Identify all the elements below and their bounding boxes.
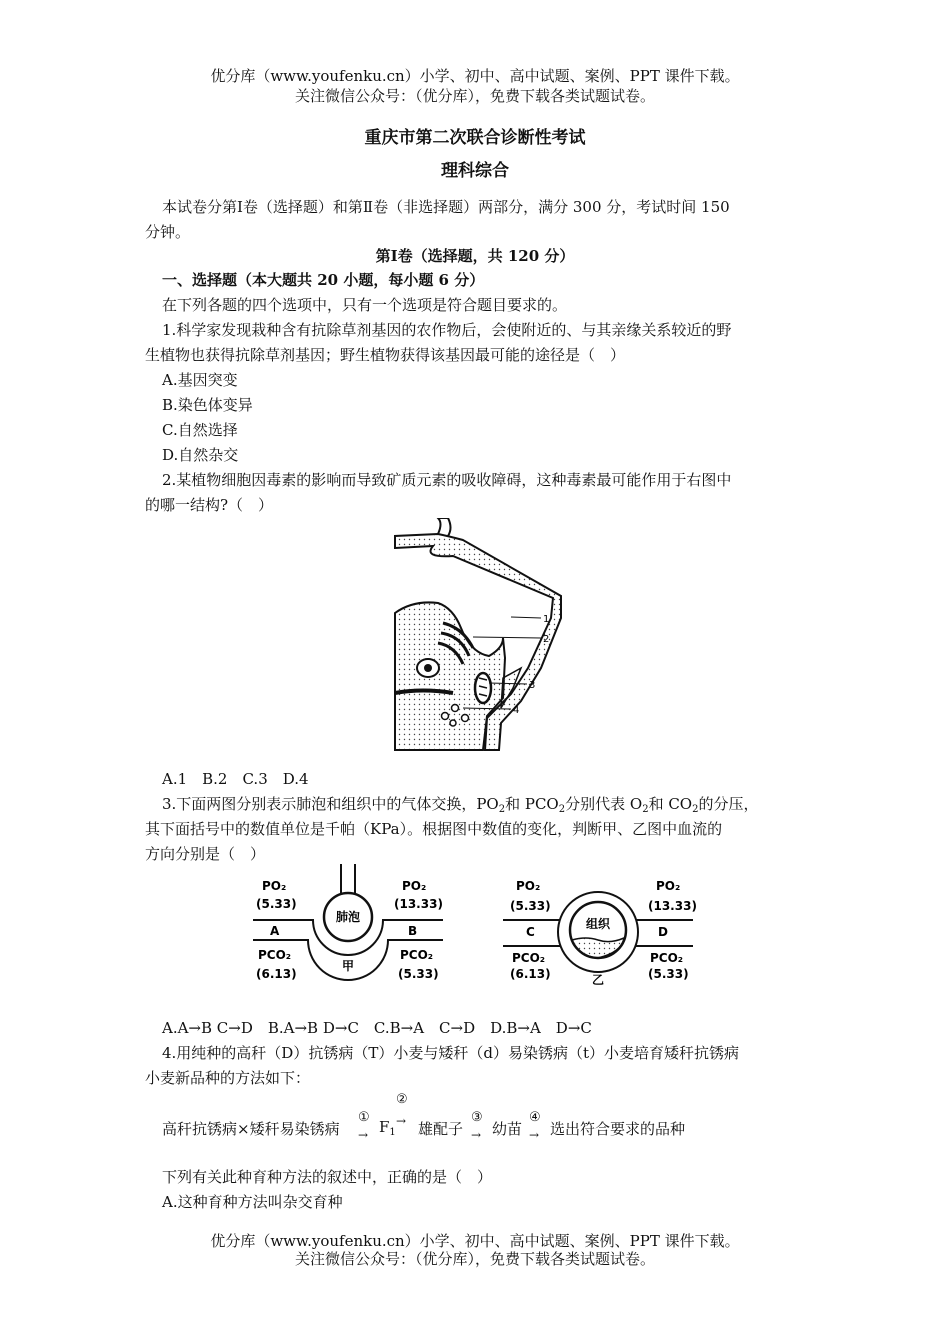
flow-seedling: 幼苗 xyxy=(492,1120,523,1138)
section1-note: 在下列各题的四个选项中，只有一个选项是符合题目要求的。 xyxy=(162,296,568,314)
flow-gamete: 雄配子 xyxy=(418,1120,464,1138)
q3-stem-1: 3.下面两图分别表示肺泡和组织中的气体交换，$PO_2$和 $PCO_2$分别代表 $O_2$和 $CO_2$的分压， xyxy=(162,795,759,815)
header-line-1: 优分库（www.youfenku.cn）小学、初中、高中试题、案例、PPT 课件下载。 xyxy=(210,67,740,85)
section1-title: 一、选择题（本大题共 20 小题，每小题 6 分） xyxy=(162,271,485,289)
plant-cell-figure xyxy=(393,518,563,753)
yi-po2-right-value: (13.33) xyxy=(648,899,697,913)
q4-option-a: A.这种育种方法叫杂交育种 xyxy=(162,1193,343,1211)
alveolus-label: 肺泡 xyxy=(335,910,361,924)
fig-label-3: 3 xyxy=(529,680,536,691)
jia-pco2-left-label: PCO₂ xyxy=(258,948,292,962)
flow-arrow-1: → xyxy=(358,1128,369,1142)
yi-po2-right-label: PO₂ xyxy=(656,879,681,893)
intro-line-2: 分钟。 xyxy=(145,223,191,241)
q2-stem-1: 2.某植物细胞因毒素的影响而导致矿质元素的吸收障碍，这种毒素最可能作用于右图中 xyxy=(162,471,732,489)
tissue-label: 组织 xyxy=(585,917,611,931)
flow-select: 选出符合要求的品种 xyxy=(550,1120,686,1138)
yi-point-d: D xyxy=(658,925,668,939)
footer-line-2: 关注微信公众号：（优分库），免费下载各类试题试卷。 xyxy=(294,1250,655,1268)
q4-stem-2: 小麦新品种的方法如下： xyxy=(145,1069,311,1087)
q2-stem-2: 的哪一结构?（ ） xyxy=(145,496,274,514)
jia-point-b: B xyxy=(408,924,418,938)
jia-name: 甲 xyxy=(341,959,355,973)
flow-step-2: ② xyxy=(396,1092,408,1107)
yi-point-c: C xyxy=(526,925,535,939)
flow-step-1: ① xyxy=(358,1110,370,1125)
flow-step-4: ④ xyxy=(529,1110,541,1125)
flow-f1: $F_1$ xyxy=(379,1118,396,1138)
yi-pco2-left-value: (6.13) xyxy=(510,967,551,981)
q4-ask: 下列有关此种育种方法的叙述中，正确的是（ ） xyxy=(162,1168,493,1186)
jia-po2-right-label: PO₂ xyxy=(402,879,427,893)
footer-line-1: 优分库（www.youfenku.cn）小学、初中、高中试题、案例、PPT 课件下载。 xyxy=(210,1232,740,1250)
part1-title: 第Ⅰ卷（选择题，共 120 分） xyxy=(375,247,575,265)
q1-stem-1: 1.科学家发现栽种含有抗除草剂基因的农作物后，会使附近的、与其亲缘关系较近的野 xyxy=(162,321,732,339)
q3-options: A.A→B C→D B.A→B D→C C.B→A C→D D.B→A D→C xyxy=(162,1019,592,1037)
jia-pco2-left-value: (6.13) xyxy=(256,967,297,981)
jia-po2-right-value: (13.33) xyxy=(394,897,443,911)
header-line-2: 关注微信公众号：（优分库），免费下载各类试题试卷。 xyxy=(294,87,655,105)
tissue-figure xyxy=(498,872,698,987)
yi-pco2-right-value: (5.33) xyxy=(648,967,689,981)
q1-option-c: C.自然选择 xyxy=(162,421,238,439)
yi-po2-left-value: (5.33) xyxy=(510,899,551,913)
flow-arrow-2: → xyxy=(396,1114,407,1128)
q4-stem-1: 4.用纯种的高秆（D）抗锈病（T）小麦与矮秆（d）易染锈病（t）小麦培育矮秆抗锈病 xyxy=(162,1044,739,1062)
yi-pco2-left-label: PCO₂ xyxy=(512,951,546,965)
fig-label-2: 2 xyxy=(543,634,550,645)
flow-arrow-3: → xyxy=(471,1128,482,1142)
q1-stem-2: 生植物也获得抗除草剂基因；野生植物获得该基因最可能的途径是（ ） xyxy=(145,346,626,364)
flow-step-3: ③ xyxy=(471,1110,483,1125)
jia-po2-left-value: (5.33) xyxy=(256,897,297,911)
exam-title: 重庆市第二次联合诊断性考试 xyxy=(364,128,586,148)
fig-label-1: 1 xyxy=(543,614,550,625)
breeding-flow xyxy=(162,1092,782,1148)
yi-pco2-right-label: PCO₂ xyxy=(650,951,684,965)
flow-arrow-4: → xyxy=(529,1128,540,1142)
q3-stem-3: 方向分别是（ ） xyxy=(145,845,266,863)
flow-start: 高秆抗锈病×矮秆易染锈病 xyxy=(162,1120,340,1138)
jia-pco2-right-label: PCO₂ xyxy=(400,948,434,962)
q2-options: A.1 B.2 C.3 D.4 xyxy=(162,770,309,788)
q1-option-b: B.染色体变异 xyxy=(162,396,253,414)
alveolus-figure xyxy=(248,862,448,987)
yi-po2-left-label: PO₂ xyxy=(516,879,541,893)
jia-po2-left-label: PO₂ xyxy=(262,879,287,893)
fig-label-4: 4 xyxy=(513,705,520,716)
yi-name: 乙 xyxy=(591,973,605,987)
jia-pco2-right-value: (5.33) xyxy=(398,967,439,981)
q1-option-a: A.基因突变 xyxy=(162,371,238,389)
q1-option-d: D.自然杂交 xyxy=(162,446,239,464)
jia-point-a: A xyxy=(270,924,280,938)
intro-line-1: 本试卷分第Ⅰ卷（选择题）和第Ⅱ卷（非选择题）两部分，满分 300 分，考试时间 150 xyxy=(162,198,730,216)
q3-stem-2: 其下面括号中的数值单位是千帕（KPa）。根据图中数值的变化，判断甲、乙图中血流的 xyxy=(145,820,723,838)
exam-subtitle: 理科综合 xyxy=(441,161,509,181)
